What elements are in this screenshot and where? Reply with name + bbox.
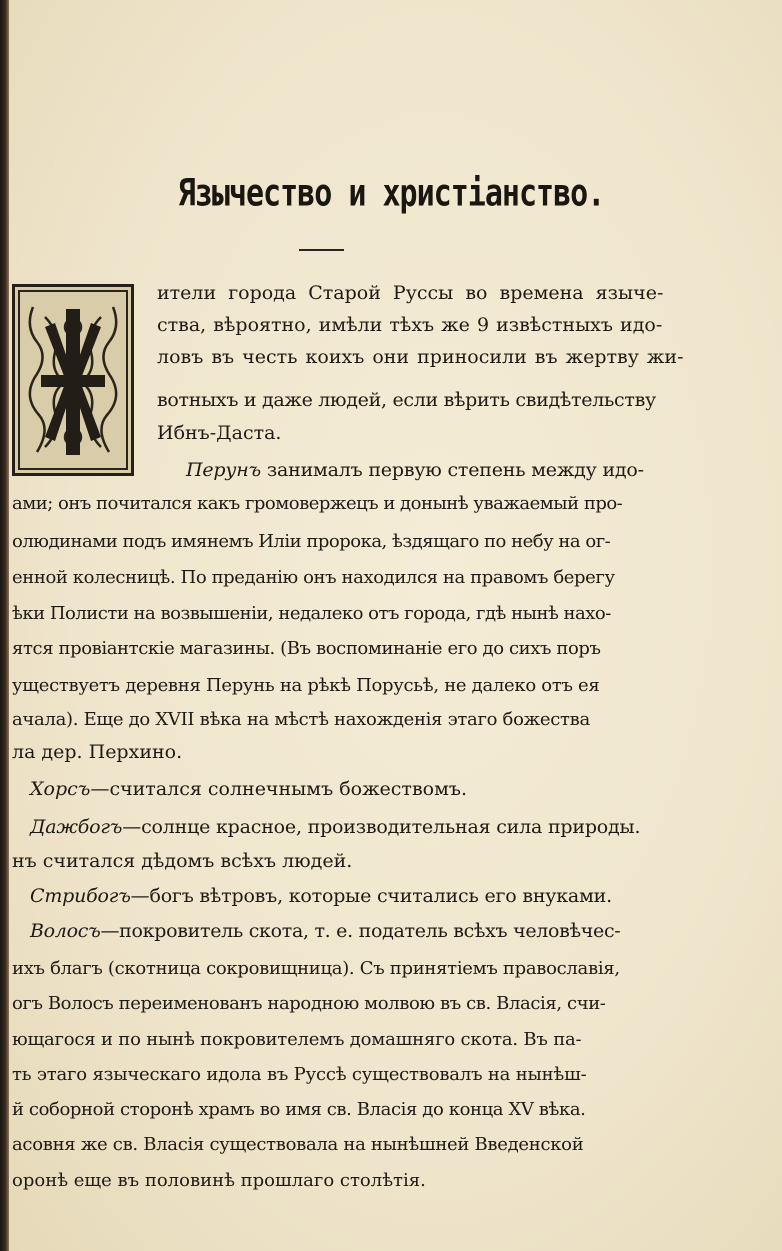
text-line: —солнце красное, производительная сила природы.	[122, 816, 641, 838]
paragraph-stribog	[30, 885, 612, 907]
title-divider	[299, 249, 344, 251]
text-line: уществуетъ деревня Перунь на рѣкѣ Порусьѣ, не далеко отъ ея	[12, 675, 600, 696]
ornamental-initial-icon	[12, 284, 134, 476]
text-line: ства, вѣроятно, имѣли тѣхъ же 9 извѣстныхъ идо-	[157, 314, 663, 336]
chapter-title: Язычество и христіанство.	[177, 171, 605, 216]
deity-name-khors: Хорсъ	[30, 778, 91, 800]
paragraph-khors	[30, 778, 467, 800]
deity-name-stribog: Стрибогъ	[30, 885, 131, 907]
text-line: ачала). Еще до XVII вѣка на мѣстѣ нахожденія этаго божества	[12, 709, 590, 730]
text-line: ла дер. Перхино.	[12, 741, 183, 763]
text-line: нъ считался дѣдомъ всѣхъ людей.	[12, 850, 353, 872]
text-line: й соборной сторонѣ храмъ во имя св. Власія до конца XV вѣка.	[12, 1099, 586, 1120]
text-line: асовня же св. Власія существовала на нынѣшней Введенской	[12, 1134, 584, 1155]
text-line: ами; онъ почитался какъ громовержецъ и донынѣ уважаемый про-	[12, 493, 623, 514]
text-line: занималъ первую степень между идо-	[260, 459, 644, 481]
text-line: оронѣ еще въ половинѣ прошлаго столѣтія.	[12, 1170, 426, 1191]
deity-name-volos: Волосъ	[30, 920, 101, 942]
text-line: енной колесницѣ. По преданію онъ находился на правомъ берегу	[12, 567, 615, 588]
text-line: ители города Старой Руссы во времена язычe-	[157, 282, 664, 304]
text-line: огъ Волосъ переименованъ народною молвою въ св. Власія, счи-	[12, 993, 606, 1014]
text-line: ловъ въ честь коихъ они приносили въ жертву жи-	[157, 346, 684, 368]
text-line: ятся провіантскіе магазины. (Въ воспоминаніе его до сихъ поръ	[12, 638, 601, 659]
text-line: —богъ вѣтровъ, которые считались его внуками.	[130, 885, 612, 907]
text-line: —считался солнечнымъ божествомъ.	[90, 778, 467, 800]
text-line: ющагося и по нынѣ покровителемъ домашняго скота. Въ па-	[12, 1029, 582, 1050]
paragraph-dazhbog	[30, 816, 640, 838]
paragraph-volos	[30, 920, 620, 942]
text-line: —покровитель скота, т. е. податель всѣхъ человѣчес-	[100, 920, 621, 942]
text-line: ихъ благъ (скотница сокровищница). Съ принятіемъ православія,	[12, 958, 620, 979]
paragraph-perun	[186, 459, 644, 481]
text-line: вотныхъ и даже людей, если вѣрить свидѣтельству	[157, 389, 656, 411]
deity-name-perun: Перунъ	[186, 459, 261, 481]
text-line: ѣки Полисти на возвышеніи, недалеко отъ города, гдѣ нынѣ нахо-	[12, 603, 611, 624]
text-line: ть этаго языческаго идола въ Руссѣ существовалъ на нынѣш-	[12, 1064, 587, 1085]
text-line: олюдинами подъ имянемъ Иліи пророка, ѣздящаго по небу на ог-	[12, 531, 611, 552]
text-line: Ибнъ-Даста.	[157, 422, 282, 444]
deity-name-dazhbog: Дажбогъ	[30, 816, 123, 838]
